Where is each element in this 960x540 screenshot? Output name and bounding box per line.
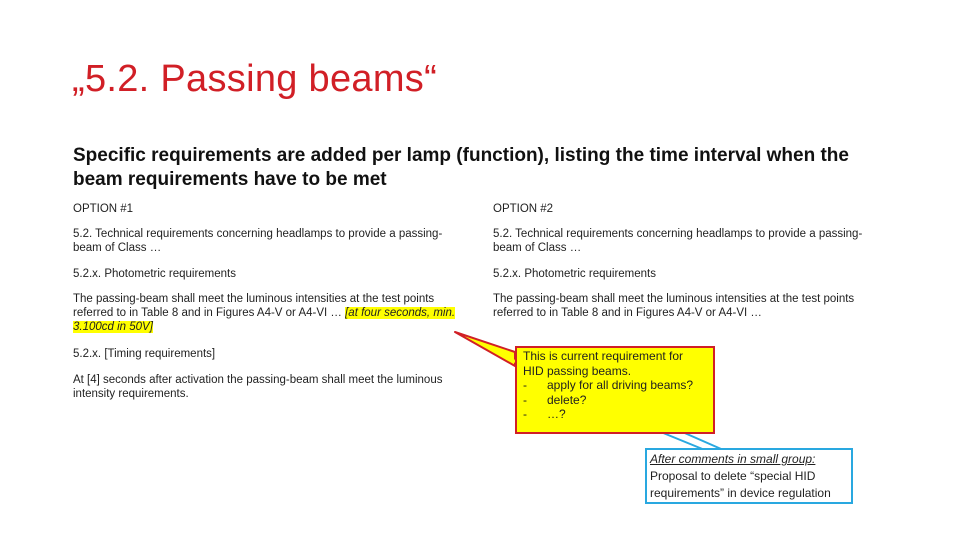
option-1-paragraph-5: At [4] seconds after activation the passing-beam shall meet the luminous intensity requirements. bbox=[73, 374, 443, 400]
small-group-comment-callout bbox=[645, 448, 853, 504]
callout-list-item: - delete? bbox=[523, 392, 587, 407]
slide-title: „5.2. Passing beams“ bbox=[72, 58, 438, 100]
callout-list-item: - apply for all driving beams? bbox=[523, 378, 694, 392]
option-1-paragraph-4: 5.2.x. [Timing requirements] bbox=[73, 348, 216, 360]
option-1-paragraph-3-text: The passing-beam shall meet the luminous intensities at the test points referred to in Table 8 and in Figures A4-V or A4-VI … bbox=[73, 293, 435, 319]
option-1-heading: OPTION #1 bbox=[73, 203, 134, 215]
option-1-highlighted-note: [at four seconds, min. 3.100cd in 50V] bbox=[73, 307, 456, 333]
callout-list-item: - …? bbox=[523, 407, 566, 421]
callout-intro-text: This is current requirement for HID passing beams. bbox=[523, 349, 684, 378]
option-2-paragraph-2: 5.2.x. Photometric requirements bbox=[493, 268, 656, 280]
option-2-heading: OPTION #2 bbox=[493, 203, 554, 215]
slide-subtitle: Specific requirements are added per lamp (function), listing the time interval when the beam requirements have to be met bbox=[73, 145, 849, 190]
comment-text: Proposal to delete “special HID requirements” in device regulation bbox=[650, 469, 831, 500]
yellow-callout-pointer bbox=[455, 332, 515, 366]
hid-requirement-callout bbox=[515, 346, 715, 434]
option-2-paragraph-3: The passing-beam shall meet the luminous intensities at the test points referred to in Table 8 and in Figures A4-V or A4-VI … bbox=[493, 293, 855, 319]
option-2-paragraph-1: 5.2. Technical requirements concerning headlamps to provide a passing-beam of Class … bbox=[493, 228, 863, 254]
comment-heading: After comments in small group: bbox=[650, 452, 816, 466]
option-1-paragraph-1: 5.2. Technical requirements concerning headlamps to provide a passing-beam of Class … bbox=[73, 228, 443, 254]
option-1-paragraph-2: 5.2.x. Photometric requirements bbox=[73, 268, 236, 280]
